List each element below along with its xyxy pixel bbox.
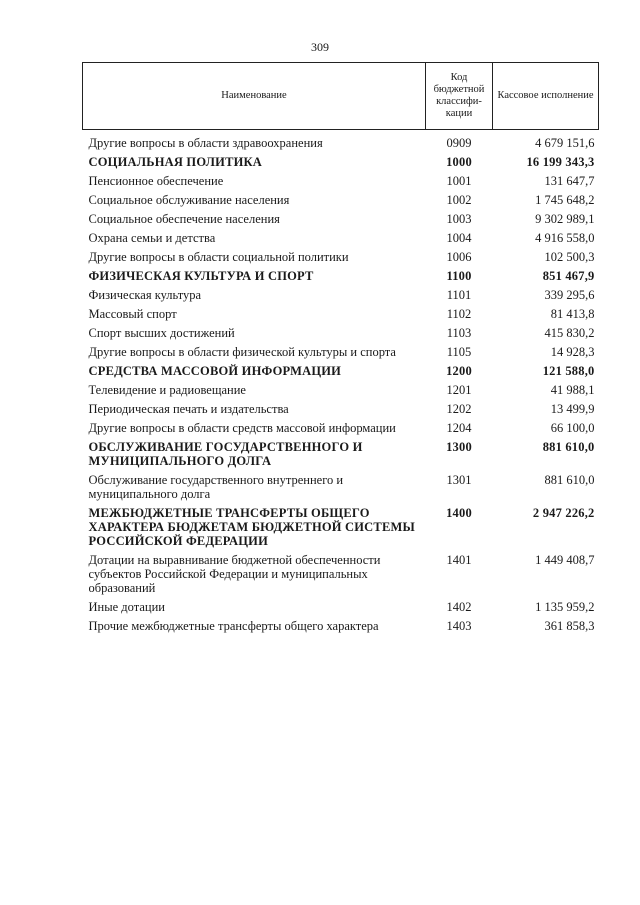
table-row — [83, 419, 599, 438]
table-row — [83, 598, 599, 617]
row-name-cell: Обслуживание государственного внутреннего и муниципального долга — [88, 473, 344, 501]
row-code-cell: 1100 — [446, 269, 472, 283]
row-amount-cell: 1 449 408,7 — [535, 553, 595, 567]
row-name-cell: Иные дотации — [88, 600, 165, 614]
row-code-cell: 1401 — [446, 553, 472, 567]
row-amount-cell: 16 199 343,3 — [526, 155, 595, 169]
header-name: Наименование — [83, 63, 426, 130]
row-name-cell: СОЦИАЛЬНАЯ ПОЛИТИКА — [88, 155, 263, 169]
row-code-cell: 1402 — [446, 600, 472, 614]
table-row — [83, 248, 599, 267]
row-amount-cell: 131 647,7 — [544, 174, 595, 188]
row-code-cell: 1201 — [446, 383, 472, 397]
row-code-cell: 1105 — [446, 345, 472, 359]
row-amount-cell: 121 588,0 — [542, 364, 595, 378]
row-name-cell: Охрана семьи и детства — [88, 231, 216, 245]
row-amount-cell: 1 135 959,2 — [535, 600, 595, 614]
table-row — [83, 172, 599, 191]
row-code-cell: 1102 — [446, 307, 472, 321]
table-section-row — [83, 153, 599, 172]
row-amount-cell: 102 500,3 — [544, 250, 595, 264]
row-code-cell: 1300 — [446, 440, 472, 454]
row-amount-cell: 4 679 151,6 — [535, 136, 595, 150]
table-row — [83, 286, 599, 305]
row-name-cell: Прочие межбюджетные трансферты общего характера — [88, 619, 379, 633]
row-amount-cell: 881 610,0 — [544, 473, 595, 487]
table-header-row — [83, 63, 599, 130]
row-code-cell: 1403 — [446, 619, 472, 633]
row-code-cell: 1002 — [446, 193, 472, 207]
row-name-cell: Социальное обслуживание населения — [88, 193, 290, 207]
row-amount-cell: 41 988,1 — [550, 383, 595, 397]
row-code-cell: 1103 — [446, 326, 472, 340]
table-row — [83, 305, 599, 324]
table-body — [83, 130, 599, 636]
row-code-cell: 1200 — [446, 364, 472, 378]
row-amount-cell: 81 413,8 — [550, 307, 595, 321]
row-code-cell: 0909 — [446, 136, 472, 150]
table-row — [83, 229, 599, 248]
row-name-cell: Массовый спорт — [88, 307, 177, 321]
row-name-cell: СРЕДСТВА МАССОВОЙ ИНФОРМАЦИИ — [88, 364, 342, 378]
table-row — [83, 617, 599, 636]
row-amount-cell: 361 858,3 — [544, 619, 595, 633]
row-code-cell: 1301 — [446, 473, 472, 487]
row-code-cell: 1006 — [446, 250, 472, 264]
row-name-cell: Телевидение и радиовещание — [88, 383, 246, 397]
row-name-cell: Пенсионное обеспечение — [88, 174, 224, 188]
row-code-cell: 1000 — [446, 155, 472, 169]
row-name-cell: Физическая культура — [88, 288, 202, 302]
row-amount-cell: 415 830,2 — [544, 326, 595, 340]
row-code-cell: 1202 — [446, 402, 472, 416]
row-amount-cell: 851 467,9 — [542, 269, 595, 283]
row-amount-cell: 9 302 989,1 — [535, 212, 595, 226]
row-code-cell: 1004 — [446, 231, 472, 245]
row-amount-cell: 339 295,6 — [544, 288, 595, 302]
row-name-cell: Другие вопросы в области социальной политики — [88, 250, 349, 264]
row-name-cell: ФИЗИЧЕСКАЯ КУЛЬТУРА И СПОРТ — [88, 269, 314, 283]
table-row — [83, 551, 599, 598]
row-name-cell: Социальное обеспечение населения — [88, 212, 280, 226]
row-amount-cell: 4 916 558,0 — [535, 231, 595, 245]
row-code-cell: 1400 — [446, 506, 472, 520]
table-section-row — [83, 362, 599, 381]
row-name-cell: Дотации на выравнивание бюджетной обеспеченности субъектов Российской Федерации и муниципальных образований — [88, 553, 381, 595]
page-number: 309 — [311, 40, 329, 54]
row-amount-cell: 66 100,0 — [550, 421, 595, 435]
table-section-row — [83, 267, 599, 286]
table-row — [83, 191, 599, 210]
row-code-cell: 1003 — [446, 212, 472, 226]
row-name-cell: МЕЖБЮДЖЕТНЫЕ ТРАНСФЕРТЫ ОБЩЕГО ХАРАКТЕРА БЮДЖЕТАМ БЮДЖЕТНОЙ СИСТЕМЫ РОССИЙСКОЙ ФЕДЕРАЦИИ — [88, 506, 415, 548]
table-row — [83, 210, 599, 229]
row-name-cell: Другие вопросы в области здравоохранения — [88, 136, 323, 150]
row-name-cell: Периодическая печать и издательства — [88, 402, 289, 416]
header-amount: Кассовое исполнение — [493, 63, 599, 130]
row-name-cell: Другие вопросы в области средств массовой информации — [88, 421, 396, 435]
row-amount-cell: 881 610,0 — [542, 440, 595, 454]
row-amount-cell: 13 499,9 — [550, 402, 595, 416]
header-code: Код бюджетной классифи-кации — [426, 63, 493, 130]
budget-execution-table — [82, 62, 599, 636]
row-code-cell: 1001 — [446, 174, 472, 188]
row-amount-cell: 2 947 226,2 — [532, 506, 595, 520]
table-row — [83, 130, 599, 153]
table-section-row — [83, 504, 599, 551]
table-row — [83, 471, 599, 504]
table-row — [83, 343, 599, 362]
row-amount-cell: 1 745 648,2 — [535, 193, 595, 207]
table-row — [83, 381, 599, 400]
row-name-cell: Другие вопросы в области физической культуры и спорта — [88, 345, 396, 359]
table-section-row — [83, 438, 599, 471]
row-code-cell: 1101 — [446, 288, 472, 302]
row-name-cell: ОБСЛУЖИВАНИЕ ГОСУДАРСТВЕННОГО И МУНИЦИПАЛЬНОГО ДОЛГА — [88, 440, 363, 468]
table-row — [83, 400, 599, 419]
row-code-cell: 1204 — [446, 421, 472, 435]
row-amount-cell: 14 928,3 — [550, 345, 595, 359]
table-row — [83, 324, 599, 343]
row-name-cell: Спорт высших достижений — [88, 326, 235, 340]
